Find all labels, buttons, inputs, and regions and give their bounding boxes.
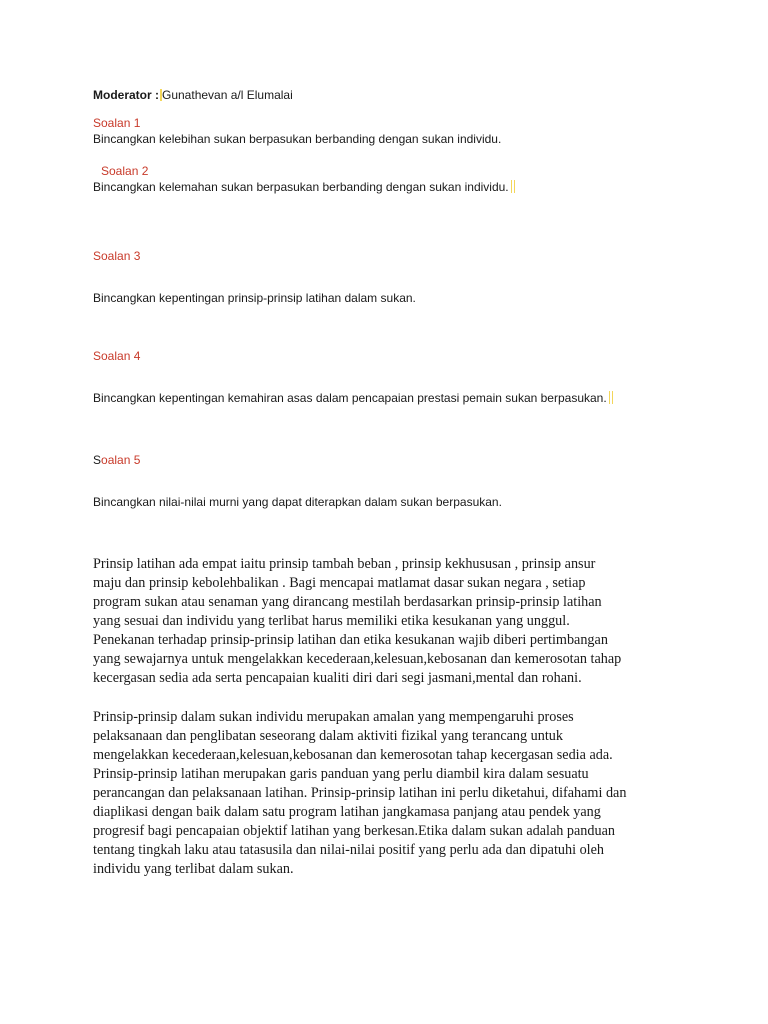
paragraph-line: kecergasan sedia ada serta pencapaian kualiti diri dari segi jasmani,mental dan rohani. <box>93 670 582 686</box>
paragraph-line: mengelakkan kecederaan,kelesuan,kebosanan dan kemerosotan tahap kecergasan sedia ada. <box>93 747 613 763</box>
paragraph-1 <box>93 555 693 688</box>
paragraph-line: Prinsip-prinsip dalam sukan individu merupakan amalan yang mempengaruhi proses <box>93 709 574 725</box>
question-4-text: Bincangkan kepentingan kemahiran asas dalam pencapaian prestasi pemain sukan berpasukan. <box>93 391 607 405</box>
question-3-heading <box>93 249 140 264</box>
paragraph-line: maju dan prinsip kebolehbalikan . Bagi mencapai matlamat dasar sukan negara , setiap <box>93 575 586 591</box>
question-5-text: Bincangkan nilai-nilai murni yang dapat diterapkan dalam sukan berpasukan. <box>93 495 502 509</box>
question-2-text: Bincangkan kelemahan sukan berpasukan berbanding dengan sukan individu. <box>93 180 509 194</box>
paragraph-line: progresif bagi pencapaian objektif latihan yang berkesan.Etika dalam sukan adalah panduan <box>93 823 615 839</box>
question-2-label: Soalan 2 <box>101 164 149 178</box>
paragraph-line: Penekanan terhadap prinsip-prinsip latihan dan etika kesukanan wajib diberi pertimbangan <box>93 632 608 648</box>
question-4-heading <box>93 349 140 364</box>
paragraph-line: Prinsip-prinsip latihan merupakan garis panduan yang perlu diambil kira dalam sesuatu <box>93 766 589 782</box>
question-1-heading <box>93 116 140 131</box>
moderator-label: Moderator : <box>93 88 159 102</box>
question-2-line <box>93 180 515 195</box>
paragraph-line: yang sewajarnya untuk mengelakkan kecederaan,kelesuan,kebosanan dan kemerosotan tahap <box>93 651 622 667</box>
paragraph-line: tentang tingkah laku atau tatasusila dan nilai-nilai positif yang perlu ada dan dipatuhi oleh <box>93 842 604 858</box>
question-2-heading <box>101 164 148 179</box>
question-1-label: Soalan 1 <box>93 116 141 130</box>
paragraph-2 <box>93 708 693 879</box>
question-5-label-first: S <box>93 453 102 467</box>
question-3-label: Soalan 3 <box>93 249 141 263</box>
paragraph-line: yang sesuai dan individu yang terlibat harus memiliki etika kesukanan yang unggul. <box>93 613 570 629</box>
paragraph-line: diaplikasi dengan baik dalam satu program latihan jangkamasa panjang atau pendek yang <box>93 804 601 820</box>
highlight-marker <box>609 391 613 404</box>
paragraph-line: pelaksanaan dan penglibatan seseorang dalam aktiviti fizikal yang terancang untuk <box>93 728 563 744</box>
paragraph-line: individu yang terlibat dalam sukan. <box>93 861 294 877</box>
paragraph-line: Prinsip latihan ada empat iaitu prinsip tambah beban , prinsip kekhususan , prinsip ansur <box>93 556 596 572</box>
question-5-heading <box>93 453 140 468</box>
moderator-name: Gunathevan a/l Elumalai <box>162 88 293 102</box>
question-1-text: Bincangkan kelebihan sukan berpasukan berbanding dengan sukan individu. <box>93 132 502 146</box>
moderator-line <box>93 88 293 103</box>
question-4-line <box>93 391 613 406</box>
question-3-text: Bincangkan kepentingan prinsip-prinsip latihan dalam sukan. <box>93 291 416 305</box>
question-5-label-rest: oalan 5 <box>101 453 141 467</box>
question-4-label: Soalan 4 <box>93 349 141 363</box>
paragraph-line: perancangan dan pelaksanaan latihan. Prinsip-prinsip latihan ini perlu diketahui, difahami dan <box>93 785 627 801</box>
paragraph-line: program sukan atau senaman yang dirancang mestilah berdasarkan prinsip-prinsip latihan <box>93 594 602 610</box>
highlight-marker <box>511 180 515 193</box>
